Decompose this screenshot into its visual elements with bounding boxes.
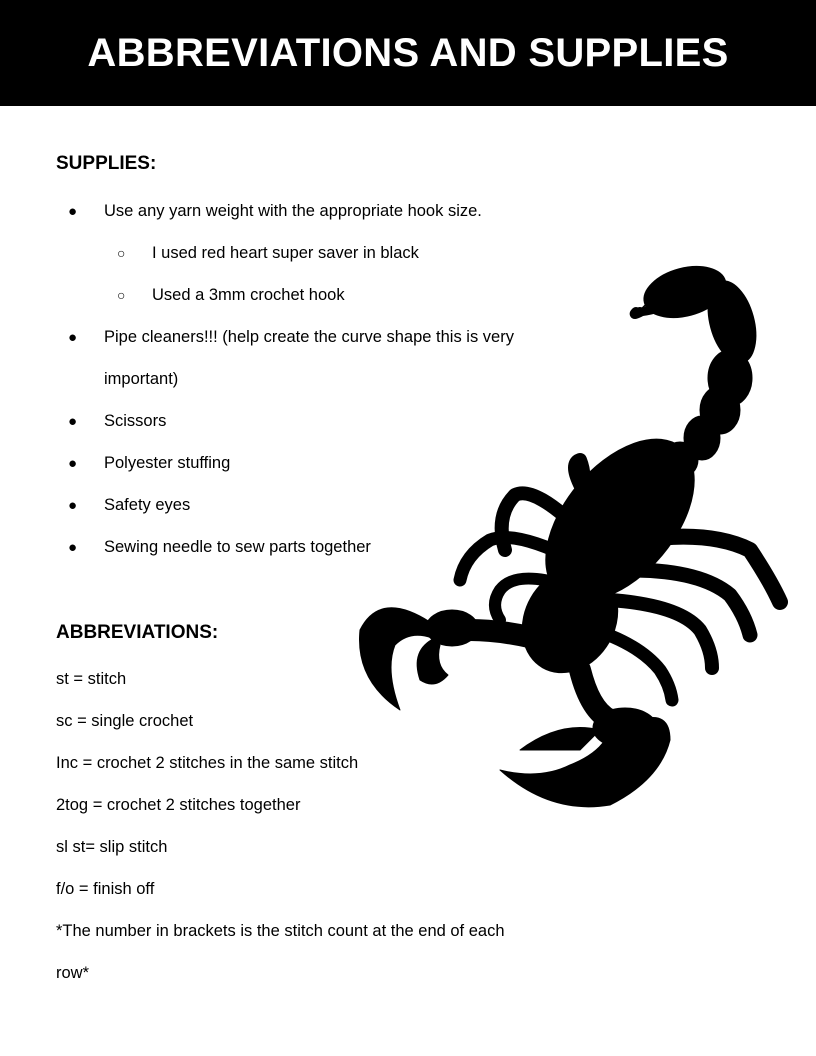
supplies-subitem: Used a 3mm crochet hook [152,286,345,304]
abbreviation-line: sc = single crochet [56,712,194,730]
page-title: ABBREVIATIONS AND SUPPLIES [87,30,729,75]
title-banner [0,0,816,106]
hollow-bullet-icon: ○ [117,287,126,303]
abbreviation-line: f/o = finish off [56,880,155,898]
supplies-item-continued: important) [104,370,179,388]
abbreviation-line: sl st= slip stitch [56,838,168,856]
bullet-icon: ● [68,329,78,346]
bullet-icon: ● [68,455,78,472]
supplies-item: Safety eyes [104,496,191,514]
supplies-item: Sewing needle to sew parts together [104,538,371,556]
note-line-continued: row* [56,964,90,982]
hollow-bullet-icon: ○ [117,245,126,261]
abbreviation-line: Inc = crochet 2 stitches in the same stitch [56,754,359,772]
abbreviation-line: 2tog = crochet 2 stitches together [56,796,301,814]
abbreviation-line: st = stitch [56,670,127,688]
bullet-icon: ● [68,413,78,430]
note-line: *The number in brackets is the stitch count at the end of each [56,922,505,940]
bullet-icon: ● [68,539,78,556]
supplies-subitem: I used red heart super saver in black [152,244,419,262]
supplies-heading: SUPPLIES: [56,153,157,174]
abbreviations-heading: ABBREVIATIONS: [56,622,219,643]
bullet-icon: ● [68,497,78,514]
supplies-item: Scissors [104,412,167,430]
bullet-icon: ● [68,203,78,220]
supplies-item: Pipe cleaners!!! (help create the curve shape this is very [104,328,514,346]
supplies-item: Use any yarn weight with the appropriate hook size. [104,202,482,220]
supplies-item: Polyester stuffing [104,454,231,472]
